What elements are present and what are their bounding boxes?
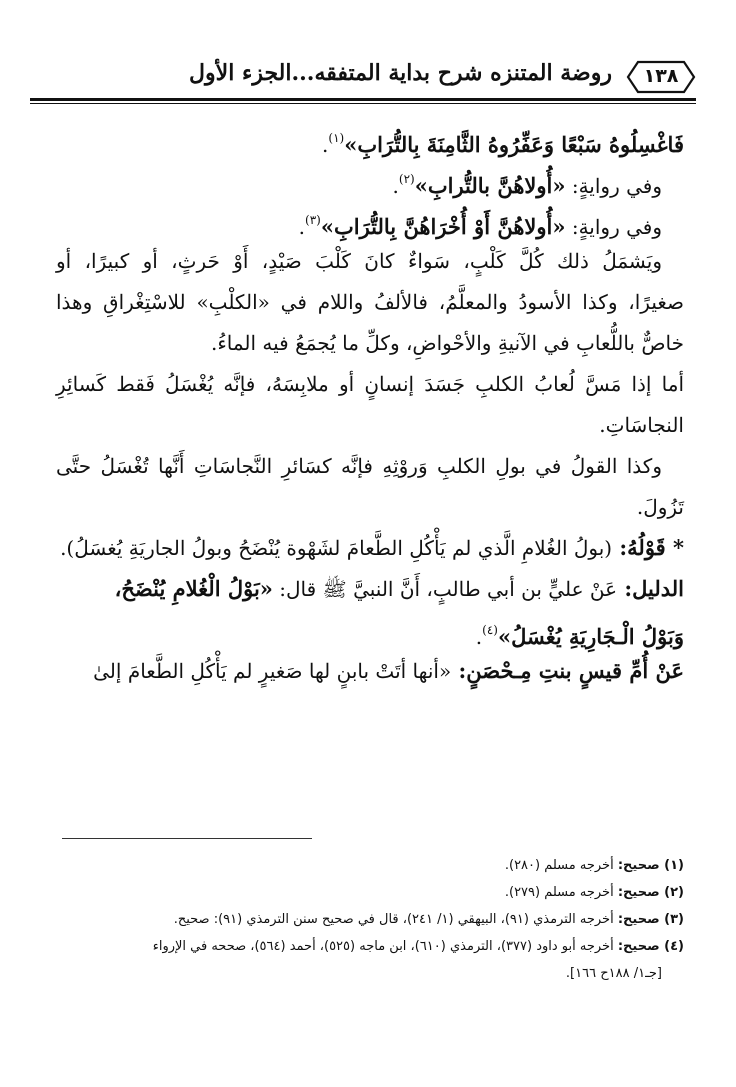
text-line: [56, 651, 684, 692]
text-line: صغيرًا، وكذا الأسودُ والمعلَّمُ، فالألفُ واللام في «الكلْبِ» للاسْتِغْراقِ وهذا: [56, 290, 684, 314]
footnote-continuation: [جـ١/ ١٨٨ح ١٦٦].: [565, 966, 662, 981]
text-line: [56, 528, 684, 569]
page-header: [30, 56, 696, 100]
header-rule: [30, 98, 696, 101]
footnote-ref: (٤): [482, 623, 498, 637]
footnote-ref: (٢): [398, 172, 415, 186]
footnote-ref: (٣): [305, 213, 321, 227]
section-label: قَوْلُهُ:: [612, 535, 666, 560]
text-line: أما إذا مَسَّ لُعابُ الكلبِ جَسَدَ إنسانٍ أو ملابِسَهُ، فإنَّه يُغْسَلُ فَقط كَسائِرِ: [56, 372, 684, 396]
hadith-quote: وَبَوْلُ الْـجَارِيَةِ يُغْسَلُ»: [497, 624, 684, 649]
text-line: النجاسَاتِ.: [599, 413, 684, 437]
text-line: وفي روايةٍ: «أُولاهُنَّ بالتُّرابِ»$^{(٢)}$.: [392, 172, 662, 198]
page-number-badge: [626, 60, 696, 94]
text-line: خاصٌّ باللُّعابِ في الآنيةِ والأحْواضِ، وكلِّ ما يُجمَعُ فيه الماءُ.: [210, 331, 684, 355]
line-prefix: وفي روايةٍ:: [565, 174, 662, 198]
footnotes: [44, 852, 684, 987]
text-line: وفي روايةٍ: «أُولاهُنَّ أَوْ أُخْرَاهُنَّ بِالتُّرَابِ»$^{(٣)}$.: [298, 213, 662, 239]
footnote: (٢) صحيح: أخرجه مسلم (٢٧٩).: [504, 885, 684, 900]
text-line: وَبَوْلُ الْـجَارِيَةِ يُغْسَلُ»$^{(٤)}$.: [475, 623, 684, 649]
text-line: وكذا القولُ في بولِ الكلبِ وَروْثِهِ فإنَّه كسَائرِ النَّجاسَاتِ أَنَّها تُغْسَلُ حتَّى: [56, 454, 662, 478]
footnote-separator: [62, 838, 312, 839]
footnote: (١) صحيح: أخرجه مسلم (٢٨٠).: [504, 858, 684, 873]
text-line: ويَشمَلُ ذلك كُلَّ كَلْبٍ، سَواءٌ كانَ كَلْبَ صَيْدٍ، أَوْ حَرثٍ، أو كبيرًا، أو: [56, 249, 662, 273]
line-prefix: وفي روايةٍ:: [565, 215, 662, 239]
section-label: عَنْ أُمِّ قيسٍ بنتِ مِـحْصَنٍ:: [451, 658, 684, 683]
hadith-quote: فَاغْسِلُوهُ سَبْعًا وَعَفِّرُوهُ الثَّامِنَةَ بِالتُّرَابِ»: [344, 132, 684, 157]
footnote-ref: (١): [328, 131, 345, 145]
narration-text: «أنها أتَتْ بابنٍ لها صَغيرٍ لم يَأْكُلِ الطَّعامَ إلىٰ: [93, 659, 452, 683]
hadith-quote: «أُولاهُنَّ أَوْ أُخْرَاهُنَّ بِالتُّرَابِ»: [320, 214, 566, 239]
page-number: ١٣٨: [643, 65, 679, 87]
text-line: فَاغْسِلُوهُ سَبْعًا وَعَفِّرُوهُ الثَّامِنَةَ بِالتُّرَابِ»$^{(١)}$.: [322, 131, 684, 157]
narration-text: عَنْ عليٍّ بن أبي طالبٍ، أَنَّ النبيَّ ﷺ قال:: [272, 577, 618, 601]
header-rule-thin: [30, 103, 696, 104]
hadith-quote: «بَوْلُ الْغُلامِ يُنْضَحُ،: [114, 576, 273, 601]
matn-text: (بولُ الغُلامِ الَّذي لم يَأْكُلِ الطَّعامَ لشَهْوة يُنْضَحُ وبولُ الجاريَةِ يُغسَلُ).: [60, 536, 613, 560]
section-label: الدليل:: [617, 576, 684, 601]
hadith-quote: «أُولاهُنَّ بالتُّرابِ»: [414, 173, 566, 198]
star-marker: *: [665, 535, 684, 560]
footnote: (٣) صحيح: أخرجه الترمذي (٩١)، البيهقي (١/ ٢٤١)، قال في صحيح سنن الترمذي (٩١): صحيح.: [173, 912, 684, 927]
text-line: [56, 569, 684, 610]
text-line: تَزُولَ.: [636, 495, 684, 519]
main-text: [56, 118, 684, 692]
footnote: (٤) صحيح: أخرجه أبو داود (٣٧٧)، الترمذي (٦١٠)، ابن ماجه (٥٢٥)، أحمد (٥٦٤)، صححه في الإرواء: [152, 939, 684, 954]
running-title: روضة المتنزه شرح بداية المتفقه...الجزء الأول: [189, 60, 612, 86]
